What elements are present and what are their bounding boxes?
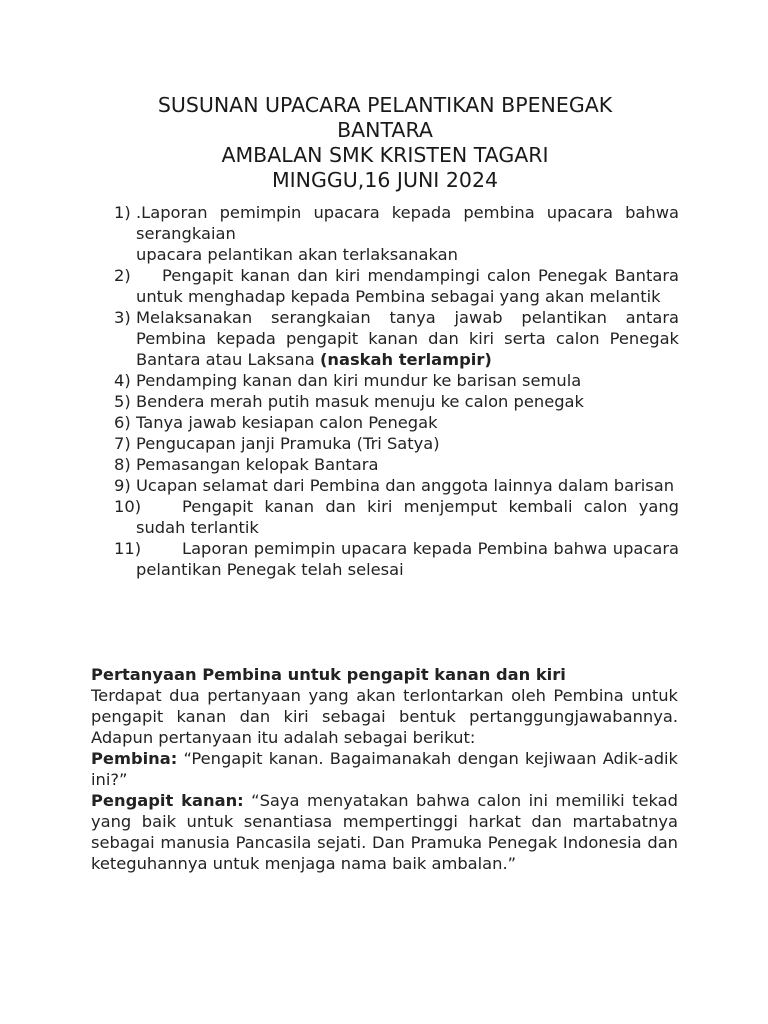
title-line-2: BANTARA — [337, 118, 433, 142]
title-line-1: SUSUNAN UPACARA PELANTIKAN BPENEGAK — [157, 93, 613, 117]
step-number: 1) — [114, 203, 131, 222]
step-number: 5) — [114, 392, 131, 411]
list-item — [114, 307, 679, 370]
title-line-3: AMBALAN SMK KRISTEN TAGARI — [221, 143, 549, 167]
intro-paragraph: Terdapat dua pertanyaan yang akan terlontarkan oleh Pembina untuk pengapit kanan dan kiri sebagai bentuk pertanggungjawabannya. Adapun pertanyaan itu adalah sebagai berikut: — [91, 686, 678, 747]
step-text: Bendera merah putih masuk menuju ke calon penegak — [136, 392, 584, 411]
step-text: Pemasangan kelopak Bantara — [136, 455, 379, 474]
answer-text: “Saya menyatakan bahwa calon ini memiliki tekad yang baik untuk senantiasa mempertinggi harkat dan martabatnya sebagai manusia Pancasila sejati. Dan Pramuka Penegak Indonesia dan keteguhannya untuk menjaga nama baik ambalan.” — [91, 791, 678, 873]
list-item — [114, 538, 679, 580]
list-item — [114, 265, 679, 307]
step-text: Melaksanakan serangkaian tanya jawab pelantikan antara Pembina kepada pengapit kanan dan kiri serta calon Penegak Bantara atau Laksana — [136, 308, 679, 369]
step-text: Pengucapan janji Pramuka (Tri Satya) — [136, 434, 440, 453]
list-item — [114, 202, 679, 265]
step-text: Tanya jawab kesiapan calon Penegak — [136, 413, 438, 432]
step-number: 4) — [114, 371, 131, 390]
step-number: 2) — [114, 266, 131, 285]
pembina-question — [91, 748, 678, 790]
list-item — [114, 454, 679, 475]
step-number: 9) — [114, 476, 131, 495]
speaker-label: Pengapit kanan: — [91, 791, 244, 810]
step-number: 3) — [114, 308, 131, 327]
list-item — [114, 433, 679, 454]
list-item — [114, 370, 679, 391]
step-number: 6) — [114, 413, 131, 432]
list-item — [114, 391, 679, 412]
pengapit-answer — [91, 790, 678, 874]
step-text: Ucapan selamat dari Pembina dan anggota lainnya dalam barisan — [136, 476, 675, 495]
step-text-continuation: upacara pelantikan akan terlaksanakan — [136, 245, 458, 264]
ceremony-steps-list — [114, 202, 679, 580]
step-text: Pendamping kanan dan kiri mundur ke barisan semula — [136, 371, 582, 390]
question-text: “Pengapit kanan. Bagaimanakah dengan kejiwaan Adik-adik ini?” — [91, 749, 678, 789]
document-title — [90, 93, 680, 193]
step-text: Laporan pemimpin upacara kepada Pembina bahwa upacara pelantikan Penegak telah selesai — [136, 539, 679, 579]
qa-section — [91, 664, 678, 874]
step-text: Pengapit kanan dan kiri menjemput kembali calon yang sudah terlantik — [136, 497, 679, 537]
list-item — [114, 412, 679, 433]
step-note-bold: (naskah terlampir) — [319, 350, 492, 369]
step-number: 7) — [114, 434, 131, 453]
title-line-4: MINGGU,16 JUNI 2024 — [271, 168, 499, 192]
list-item — [114, 475, 679, 496]
speaker-label: Pembina: — [91, 749, 178, 768]
section-heading: Pertanyaan Pembina untuk pengapit kanan dan kiri — [91, 665, 566, 684]
step-text: Pengapit kanan dan kiri mendampingi calon Penegak Bantara untuk menghadap kepada Pembina sebagai yang akan melantik — [136, 266, 679, 306]
step-number: 11) — [114, 539, 142, 558]
step-number: 10) — [114, 497, 142, 516]
step-text: .Laporan pemimpin upacara kepada pembina upacara bahwa serangkaian — [136, 203, 679, 243]
list-item — [114, 496, 679, 538]
step-number: 8) — [114, 455, 131, 474]
